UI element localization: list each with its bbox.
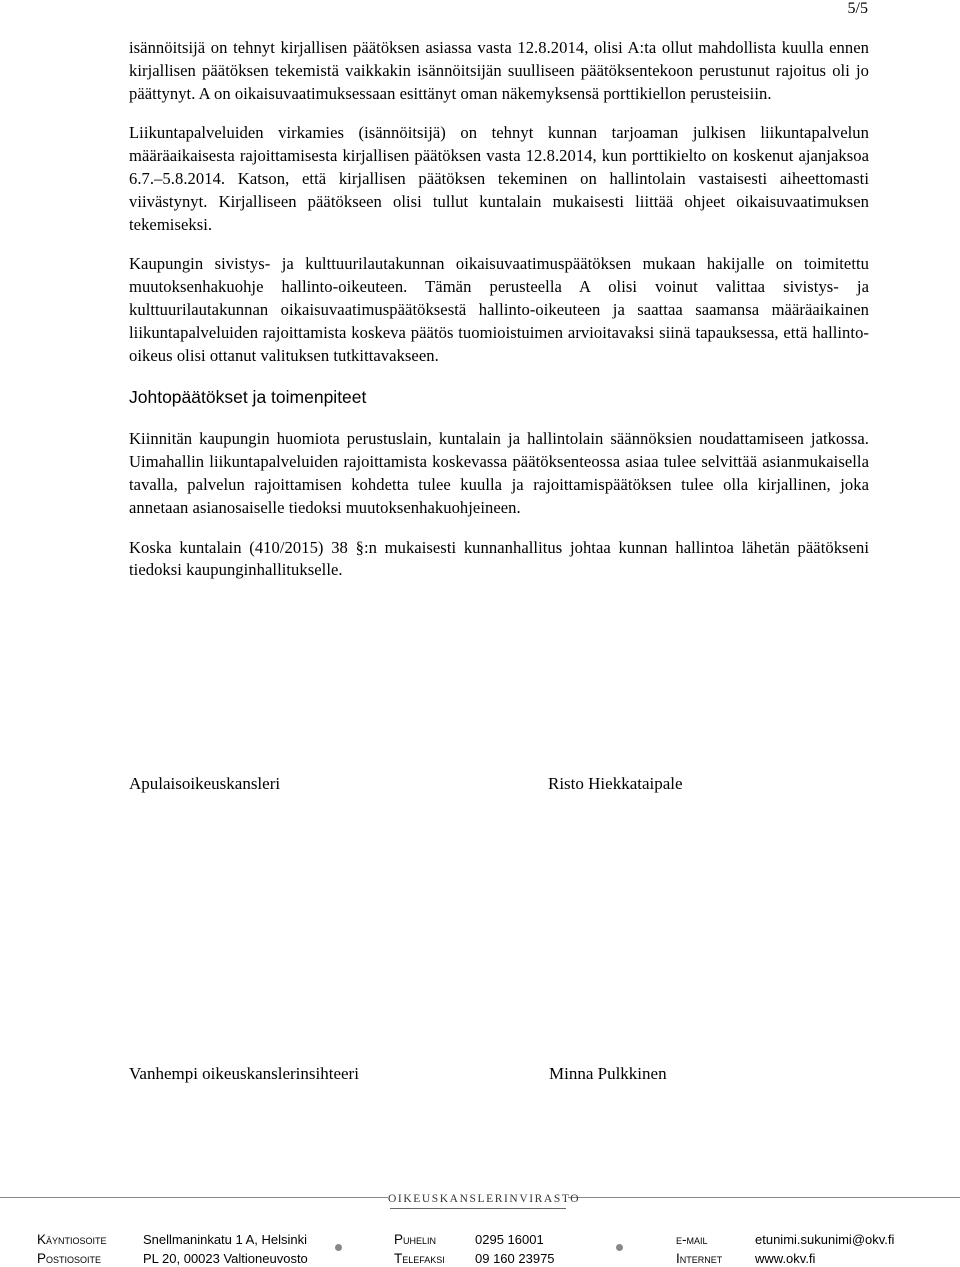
document-body [129, 37, 869, 599]
signer-title-1: Apulaisoikeuskansleri [129, 774, 281, 793]
fax-value: 09 160 23975 [475, 1251, 555, 1266]
internet-value: www.okv.fi [755, 1251, 816, 1266]
email-label: e-mail [676, 1232, 708, 1247]
internet-label: Internet [676, 1251, 723, 1266]
paragraph-1: isännöitsijä on tehnyt kirjallisen päätöksen asiassa vasta 12.8.2014, olisi A:ta ollut mahdollista kuulla ennen kirjallisen päätöksen tekemistä vaikkakin isännöitsijän suulliseen päätöksentekoon perustunut rajoitus oli jo päättynyt. A on oikaisuvaatimuksessaan esittänyt oman näkemyksensä porttikiellon perusteisiin. [129, 38, 869, 103]
signer-name-2: Minna Pulkkinen [549, 1064, 667, 1083]
signer-name-1: Risto Hiekkataipale [548, 774, 683, 793]
visiting-address-label: Käyntiosoite [37, 1232, 107, 1247]
agency-logo: OIKEUSKANSLERINVIRASTO [388, 1190, 568, 1208]
paragraph-4: Kiinnitän kaupungin huomiota perustuslain, kuntalain ja hallintolain säännöksien noudattamiseen jatkossa. Uimahallin liikuntapalveluiden rajoittamista koskevassa päätöksenteossa asiaa tulee selvittää asianmukaisella tavalla, palvelun rajoittamisen kohdetta tulee kuulla ja rajoittamispäätöksen tulee olla kirjallinen, joka annetaan asianosaiselle tiedoksi muutoksenhakuohjeineen. [129, 429, 869, 517]
phone-value: 0295 16001 [475, 1232, 544, 1247]
paragraph-3: Kaupungin sivistys- ja kulttuurilautakunnan oikaisuvaatimuspäätöksen mukaan hakijalle on toimitettu muutoksenhakuohje hallinto-oikeuteen. Tämän perusteella A olisi voinut valittaa sivistys- ja kulttuurilautakunnan oikaisuvaatimuspäätöksestä hallinto-oikeuteen ja saattaa saamansa määräaikainen liikuntapalveluiden rajoittamista koskeva päätös tuomioistuimen arvioitavaksi siinä tapauksessa, että hallinto-oikeus olisi ottanut valituksen tutkittavakseen. [129, 254, 869, 365]
logo-underline [390, 1208, 566, 1209]
page-number: 5/5 [847, 0, 868, 17]
phone-label: Puhelin [394, 1232, 437, 1247]
fax-label: Telefaksi [394, 1251, 445, 1266]
visiting-address-value: Snellmaninkatu 1 A, Helsinki [143, 1232, 308, 1247]
section-heading: Johtopäätökset ja toimenpiteet [129, 387, 367, 408]
signer-title-2: Vanhempi oikeuskanslerinsihteeri [129, 1064, 359, 1083]
separator-dot-icon [616, 1244, 623, 1251]
postal-address-label: Postiosoite [37, 1251, 102, 1266]
paragraph-5: Koska kuntalain (410/2015) 38 §:n mukaisesti kunnanhallitus johtaa kunnan hallintoa lähetän päätökseni tiedoksi kaupunginhallitukselle. [129, 537, 869, 580]
paragraph-2: Liikuntapalveluiden virkamies (isännöitsijä) on tehnyt kunnan tarjoaman julkisen liikuntapalvelun määräaikaisesta rajoittamisesta kirjallisen päätöksen vasta 12.8.2014, kun porttikielto on koskenut ajanjaksoa 6.7.–5.8.2014. Katson, että kirjallisen päätöksen tekeminen on hallintolain vastaisesti aiheettomasti viivästynyt. Kirjalliseen päätökseen olisi tullut kuntalain mukaisesti liittää ohjeet oikaisuvaatimuksen tekemiseksi. [129, 123, 869, 234]
separator-dot-icon [335, 1244, 342, 1251]
email-value: etunimi.sukunimi@okv.fi [755, 1232, 895, 1247]
postal-address-value: PL 20, 00023 Valtioneuvosto [143, 1251, 308, 1266]
